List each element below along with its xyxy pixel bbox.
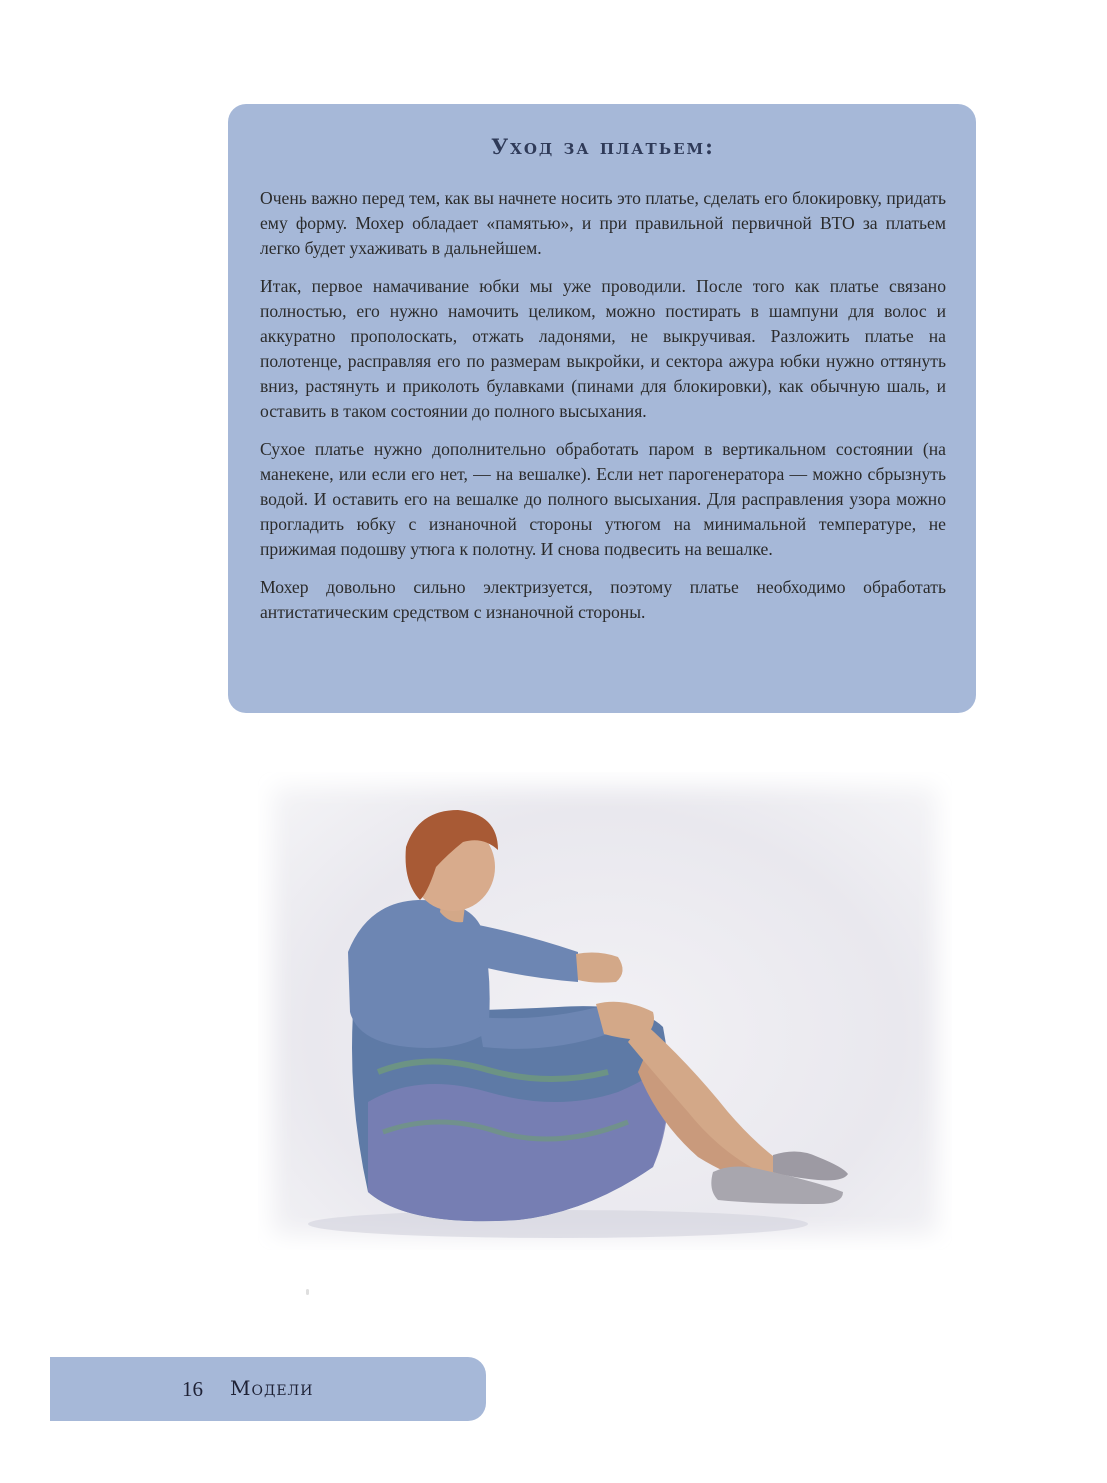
page-number: 16 (182, 1377, 203, 1401)
floor-shadow (308, 1210, 808, 1238)
care-paragraph-4: Мохер довольно сильно электризуется, поэтому платье необходимо обработать антистатическим средством с изнаночной стороны. (260, 577, 946, 622)
care-instructions-box (228, 104, 976, 713)
sweater-torso (348, 900, 490, 1048)
care-paragraph-2: Итак, первое намачивание юбки мы уже проводили. После того как платье связано полностью, его нужно намочить целиком, можно постирать в шампуни для волос и аккуратно прополоскать, отжать ладонями, не выкручивая. Разложить платье на полотенце, расправляя его по размерам выкройки, и сектора ажура юбки нужно оттянуть вниз, растянуть и приколоть булавками (пинами для блокировки), как обычную шаль, и оставить в таком состоянии до полного высыхания. (260, 276, 946, 421)
care-paragraph-3: Сухое платье нужно дополнительно обработать паром в вертикальном состоянии (на манекене, или если его нет, — на вешалке). Если нет парогенератора — можно сбрызнуть водой. И оставить его на вешалке до полного высыхания. Для расправления узора можно прогладить юбку с изнаночной стороны утюгом на минимальной температуре, не прижимая подошву утюга к полотну. И снова подвесить на вешалке. (260, 439, 946, 559)
care-title: Уход за платьем: (491, 134, 715, 159)
scan-speck (306, 1289, 309, 1295)
hand-upper (576, 953, 623, 983)
model-photo (258, 772, 952, 1250)
page-footer (50, 1357, 486, 1421)
seated-woman-illustration (258, 772, 952, 1250)
section-name: Модели (230, 1376, 314, 1400)
care-paragraph-1: Очень важно перед тем, как вы начнете носить это платье, сделать его блокировку, придать ему форму. Мохер обладает «памятью», и при правильной первичной ВТО за платьем легко будет ухаживать в дальнейшем. (260, 188, 946, 258)
